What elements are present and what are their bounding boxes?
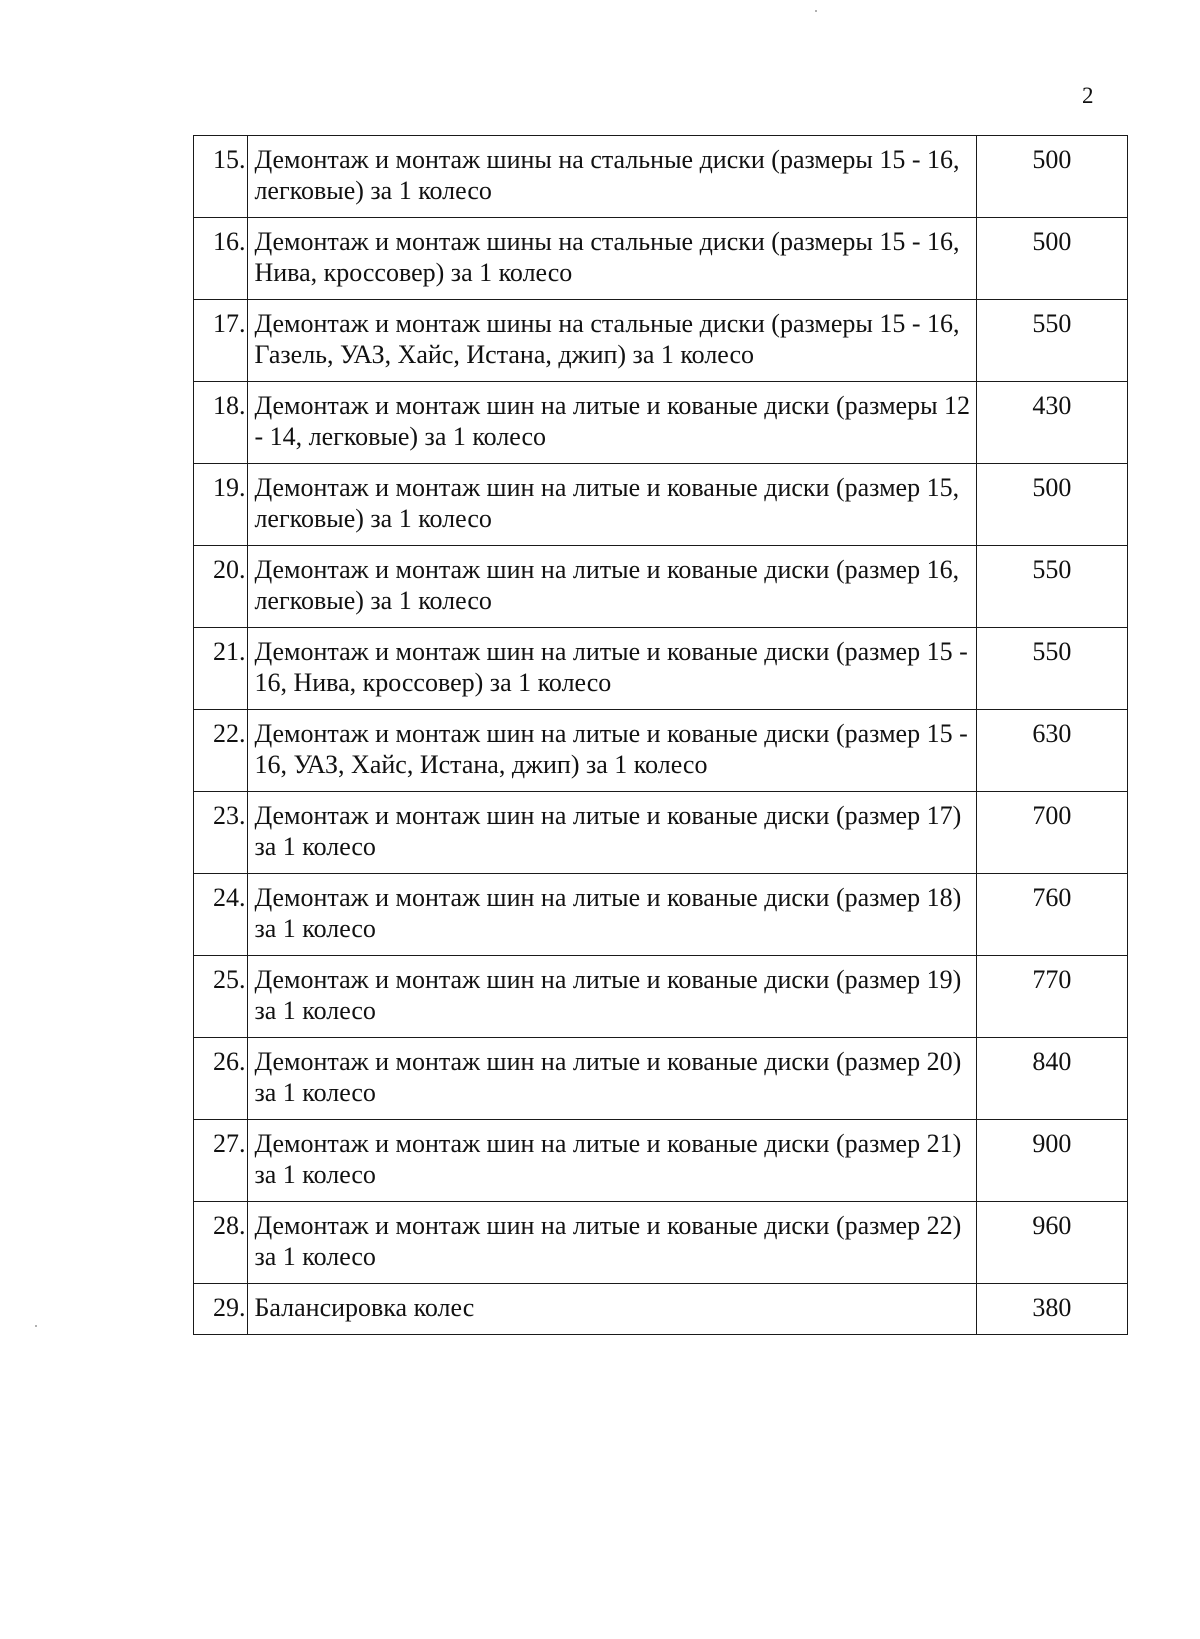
service-price: 960 xyxy=(976,1202,1127,1284)
service-description: Демонтаж и монтаж шин на литые и кованые диски (размер 22) за 1 колесо xyxy=(248,1202,976,1284)
table-row xyxy=(194,218,1128,300)
service-description: Демонтаж и монтаж шин на литые и кованые диски (размер 21) за 1 колесо xyxy=(248,1120,976,1202)
service-price: 380 xyxy=(976,1284,1127,1335)
row-number: 22. xyxy=(194,710,248,792)
service-price: 630 xyxy=(976,710,1127,792)
row-number: 18. xyxy=(194,382,248,464)
service-description: Демонтаж и монтаж шины на стальные диски (размеры 15 - 16, Газель, УАЗ, Хайс, Истана, джип) за 1 колесо xyxy=(248,300,976,382)
table-row xyxy=(194,1202,1128,1284)
row-number: 23. xyxy=(194,792,248,874)
service-description: Балансировка колес xyxy=(248,1284,976,1335)
row-number: 28. xyxy=(194,1202,248,1284)
scan-speck xyxy=(815,10,817,12)
table-row xyxy=(194,300,1128,382)
row-number: 20. xyxy=(194,546,248,628)
row-number: 24. xyxy=(194,874,248,956)
service-description: Демонтаж и монтаж шин на литые и кованые диски (размер 15, легковые) за 1 колесо xyxy=(248,464,976,546)
row-number: 29. xyxy=(194,1284,248,1335)
service-description: Демонтаж и монтаж шин на литые и кованые диски (размер 17) за 1 колесо xyxy=(248,792,976,874)
table-row xyxy=(194,1038,1128,1120)
table-row xyxy=(194,710,1128,792)
table-row xyxy=(194,546,1128,628)
table-row xyxy=(194,1284,1128,1335)
row-number: 19. xyxy=(194,464,248,546)
service-description: Демонтаж и монтаж шин на литые и кованые диски (размер 15 - 16, Нива, кроссовер) за 1 колесо xyxy=(248,628,976,710)
scan-speck xyxy=(35,1325,37,1327)
table-row xyxy=(194,136,1128,218)
row-number: 16. xyxy=(194,218,248,300)
row-number: 15. xyxy=(194,136,248,218)
service-price: 550 xyxy=(976,300,1127,382)
service-price: 500 xyxy=(976,136,1127,218)
service-description: Демонтаж и монтаж шин на литые и кованые диски (размер 18) за 1 колесо xyxy=(248,874,976,956)
table-row xyxy=(194,464,1128,546)
price-table xyxy=(193,135,1128,1335)
service-description: Демонтаж и монтаж шин на литые и кованые диски (размер 16, легковые) за 1 колесо xyxy=(248,546,976,628)
service-price: 500 xyxy=(976,218,1127,300)
service-price: 760 xyxy=(976,874,1127,956)
row-number: 17. xyxy=(194,300,248,382)
row-number: 26. xyxy=(194,1038,248,1120)
table-row xyxy=(194,1120,1128,1202)
service-description: Демонтаж и монтаж шины на стальные диски (размеры 15 - 16, легковые) за 1 колесо xyxy=(248,136,976,218)
table-row xyxy=(194,792,1128,874)
table-row xyxy=(194,874,1128,956)
service-price: 840 xyxy=(976,1038,1127,1120)
service-price: 900 xyxy=(976,1120,1127,1202)
row-number: 27. xyxy=(194,1120,248,1202)
table-row xyxy=(194,382,1128,464)
service-price: 550 xyxy=(976,546,1127,628)
table-row xyxy=(194,956,1128,1038)
service-price: 770 xyxy=(976,956,1127,1038)
row-number: 21. xyxy=(194,628,248,710)
table-row xyxy=(194,628,1128,710)
row-number: 25. xyxy=(194,956,248,1038)
service-description: Демонтаж и монтаж шин на литые и кованые диски (размер 20) за 1 колесо xyxy=(248,1038,976,1120)
service-description: Демонтаж и монтаж шин на литые и кованые диски (размер 15 - 16, УАЗ, Хайс, Истана, джип) за 1 колесо xyxy=(248,710,976,792)
service-description: Демонтаж и монтаж шины на стальные диски (размеры 15 - 16, Нива, кроссовер) за 1 колесо xyxy=(248,218,976,300)
service-description: Демонтаж и монтаж шин на литые и кованые диски (размер 19) за 1 колесо xyxy=(248,956,976,1038)
service-description: Демонтаж и монтаж шин на литые и кованые диски (размеры 12 - 14, легковые) за 1 колесо xyxy=(248,382,976,464)
service-price: 500 xyxy=(976,464,1127,546)
service-price: 700 xyxy=(976,792,1127,874)
service-price: 550 xyxy=(976,628,1127,710)
service-price: 430 xyxy=(976,382,1127,464)
page-number: 2 xyxy=(1082,83,1094,108)
price-table-body xyxy=(194,136,1128,1335)
